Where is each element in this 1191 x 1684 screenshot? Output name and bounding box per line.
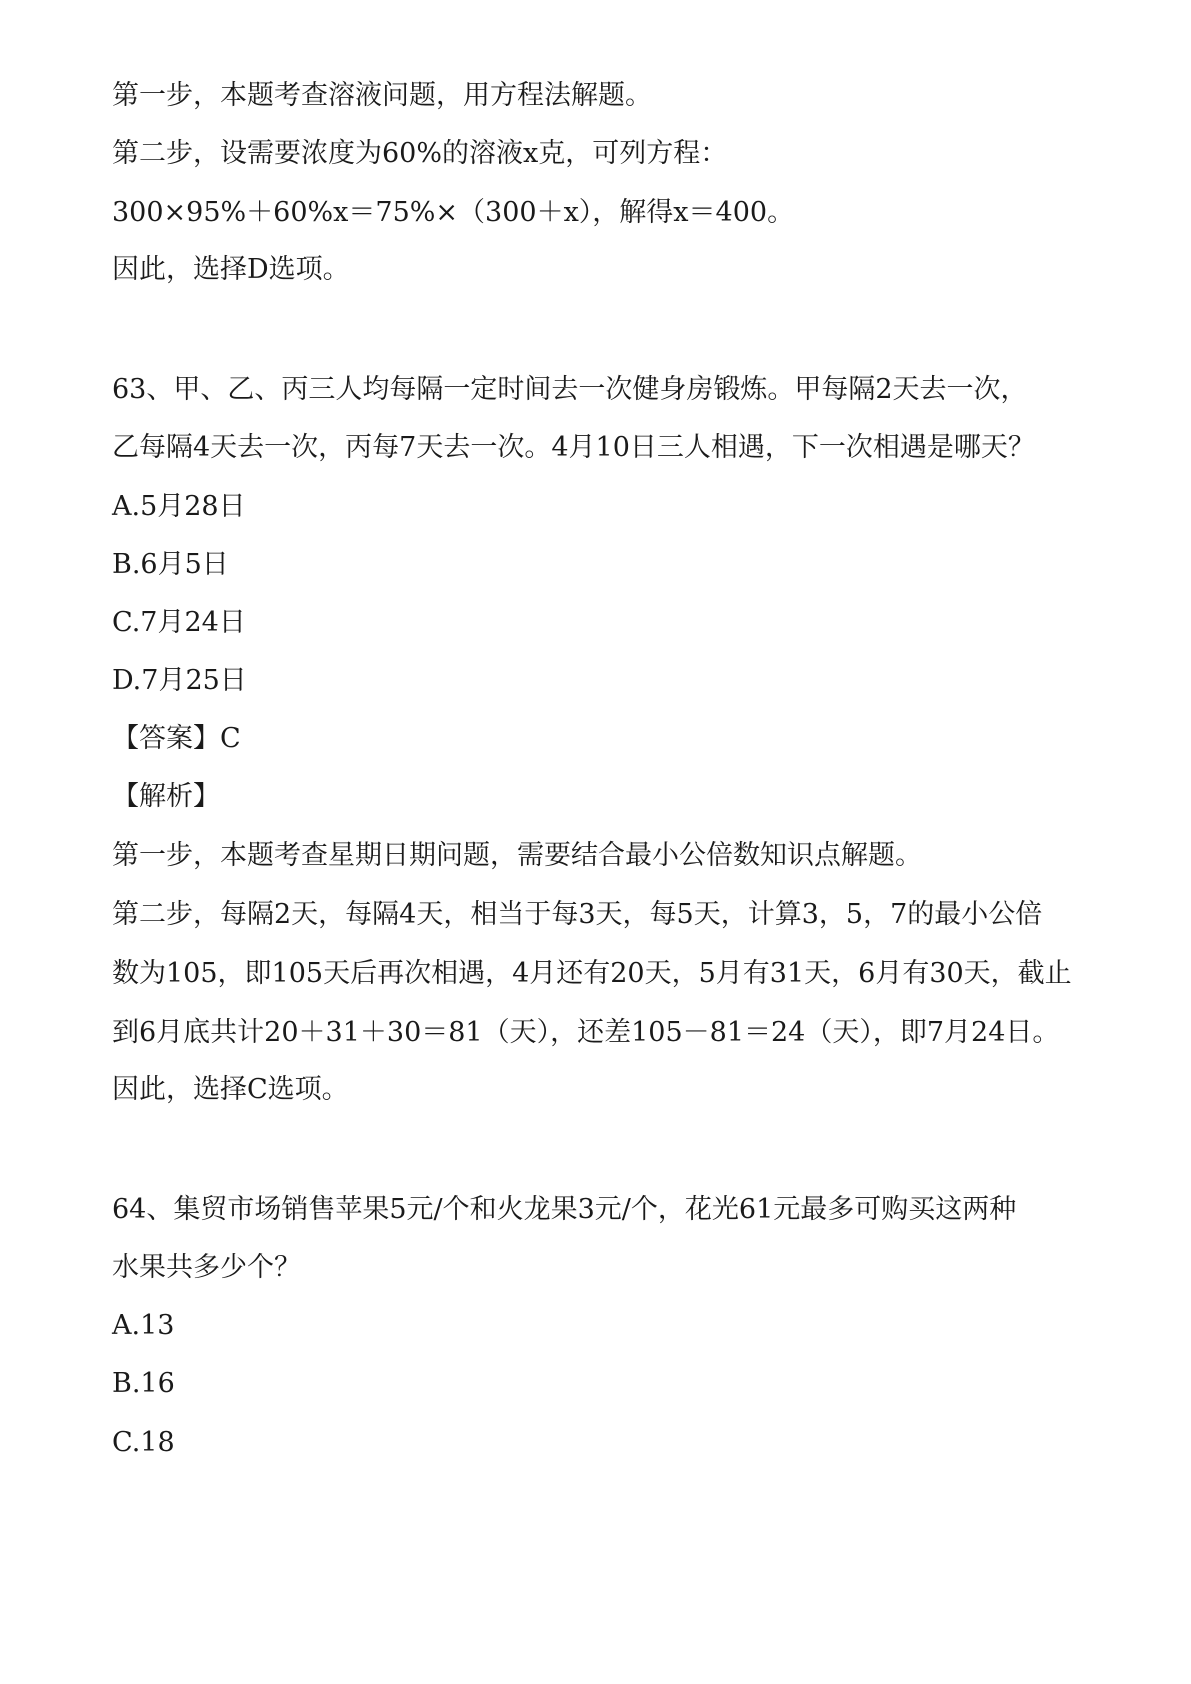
q63-option-a: A.5月28日 <box>112 491 246 522</box>
q63-analysis-step2-line3: 到6月底共计20＋31＋30＝81（天），还差105－81＝24（天），即7月24日。 <box>112 1017 1060 1048</box>
q64-option-c: C.18 <box>112 1427 175 1458</box>
q64-option-b: B.16 <box>112 1368 175 1399</box>
prev-solution-step2: 第二步，设需要浓度为60%的溶液x克，可列方程： <box>112 138 728 169</box>
q63-stem-line2: 乙每隔4天去一次，丙每7天去一次。4月10日三人相遇，下一次相遇是哪天？ <box>112 432 1035 463</box>
q63-option-b: B.6月5日 <box>112 549 229 580</box>
prev-solution-conclusion: 因此，选择D选项。 <box>112 254 350 285</box>
q64-option-a: A.13 <box>112 1310 175 1341</box>
q63-analysis-step1: 第一步，本题考查星期日期问题，需要结合最小公倍数知识点解题。 <box>112 840 922 871</box>
q63-option-c: C.7月24日 <box>112 607 246 638</box>
q64-stem-line2: 水果共多少个？ <box>112 1252 301 1283</box>
q63-conclusion: 因此，选择C选项。 <box>112 1074 349 1105</box>
q63-analysis-step2-line1: 第二步，每隔2天，每隔4天，相当于每3天，每5天，计算3，5，7的最小公倍 <box>112 899 1043 930</box>
q63-analysis-step2-line2: 数为105，即105天后再次相遇，4月还有20天，5月有31天，6月有30天，截止 <box>112 958 1072 989</box>
q64-stem-line1: 64、集贸市场销售苹果5元/个和火龙果3元/个，花光61元最多可购买这两种 <box>112 1194 1017 1225</box>
q63-stem-line1: 63、甲、乙、丙三人均每隔一定时间去一次健身房锻炼。甲每隔2天去一次， <box>112 374 1028 405</box>
q63-analysis-label: 【解析】 <box>112 781 220 812</box>
q63-answer: 【答案】C <box>112 723 241 754</box>
q63-option-d: D.7月25日 <box>112 665 247 696</box>
prev-solution-equation: 300×95%＋60%x＝75%×（300＋x），解得x＝400。 <box>112 197 795 228</box>
prev-solution-step1: 第一步，本题考查溶液问题，用方程法解题。 <box>112 80 652 111</box>
